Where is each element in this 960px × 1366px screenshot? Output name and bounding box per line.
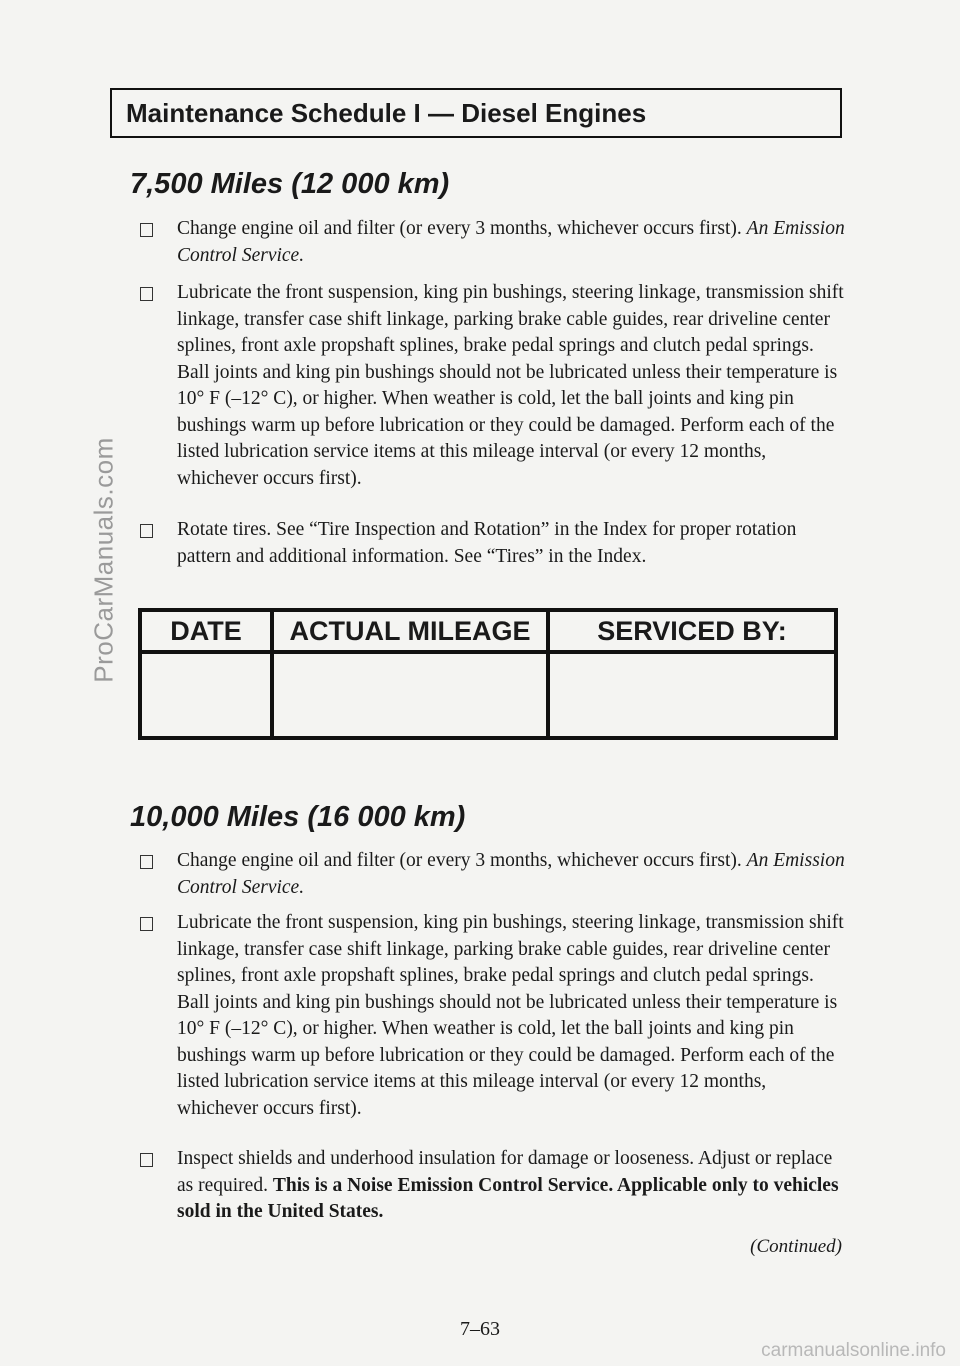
- item-note: An Emission Control Service.: [177, 218, 845, 266]
- checklist-item: [140, 910, 850, 1122]
- checkbox-icon[interactable]: [140, 223, 153, 237]
- page-header: [110, 88, 842, 138]
- service-record-table: [138, 608, 838, 740]
- item-text: Lubricate the front suspension, king pin bushings, steering linkage, transmission shift linkage, transfer case shift linkage, parking brake cable guides, rear driveline center splines, front axle propshaft splines, brake pedal springs and clutch pedal springs. Ball joints and king pin bushings should not be lubricated unless their temperature is 10° F (–12° C), or higher. When weather is cold, let the ball joints and king pin bushings warm up before lubrication or they could be damaged. Perform each of the listed lubrication service items at this mileage interval (or every 12 months, whichever occurs first).: [177, 282, 844, 489]
- date-cell[interactable]: [140, 652, 272, 738]
- checkbox-icon[interactable]: [140, 917, 153, 931]
- checkbox-icon[interactable]: [140, 524, 153, 538]
- continued-label: (Continued): [750, 1236, 842, 1257]
- checkbox-icon[interactable]: [140, 287, 153, 301]
- serviced-by-cell[interactable]: [548, 652, 836, 738]
- footer-watermark: carmanualsonline.info: [761, 1340, 946, 1361]
- checkbox-icon[interactable]: [140, 855, 153, 869]
- section-title-10000: 10,000 Miles (16 000 km): [130, 801, 466, 833]
- checklist-item: [140, 280, 850, 492]
- item-text: Inspect shields and underhood insulation for damage or looseness. Adjust or replace as required.: [177, 1148, 833, 1196]
- item-note: An Emission Control Service.: [177, 850, 845, 898]
- item-text: Change engine oil and filter (or every 3 months, whichever occurs first).: [177, 850, 747, 871]
- page-number: 7–63: [460, 1318, 500, 1340]
- item-text: Change engine oil and filter (or every 3 months, whichever occurs first).: [177, 218, 747, 239]
- page-title: Maintenance Schedule I — Diesel Engines: [126, 98, 647, 128]
- column-header-serviced-by: SERVICED BY:: [548, 610, 836, 652]
- checklist-item: [140, 1146, 850, 1226]
- column-header-mileage: ACTUAL MILEAGE: [272, 610, 548, 652]
- checklist-item: [140, 517, 850, 570]
- checkbox-icon[interactable]: [140, 1153, 153, 1167]
- side-watermark: ProCarManuals.com: [88, 437, 119, 683]
- column-header-date: DATE: [140, 610, 272, 652]
- checklist-item: [140, 216, 850, 269]
- item-text: Rotate tires. See “Tire Inspection and Rotation” in the Index for proper rotation pattern and additional information. See “Tires” in the Index.: [177, 519, 797, 567]
- section-title-7500: 7,500 Miles (12 000 km): [130, 168, 450, 200]
- checklist-item: [140, 848, 850, 901]
- item-text: Lubricate the front suspension, king pin bushings, steering linkage, transmission shift linkage, transfer case shift linkage, parking brake cable guides, rear driveline center splines, front axle propshaft splines, brake pedal springs and clutch pedal springs. Ball joints and king pin bushings should not be lubricated unless their temperature is 10° F (–12° C), or higher. When weather is cold, let the ball joints and king pin bushings warm up before lubrication or they could be damaged. Perform each of the listed lubrication service items at this mileage interval (or every 12 months, whichever occurs first).: [177, 912, 844, 1119]
- item-emphasis: This is a Noise Emission Control Service. Applicable only to vehicles sold in the United States.: [177, 1174, 839, 1222]
- mileage-cell[interactable]: [272, 652, 548, 738]
